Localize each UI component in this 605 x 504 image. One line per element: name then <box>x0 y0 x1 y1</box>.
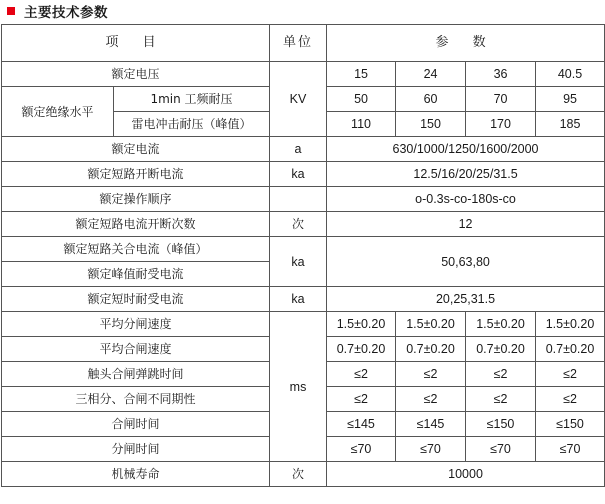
table-row <box>2 462 605 487</box>
row-label: 1min 工频耐压 <box>114 87 270 112</box>
cell-value: 0.7±0.20 <box>396 337 466 362</box>
header-unit: 单位 <box>270 25 327 62</box>
cell-value: ≤70 <box>327 437 396 462</box>
cell-value: ≤150 <box>536 412 605 437</box>
cell-value: ≤2 <box>536 362 605 387</box>
cell-value: 12 <box>327 212 605 237</box>
table-row <box>2 162 605 187</box>
row-unit: 次 <box>270 462 327 487</box>
cell-value: ≤2 <box>536 387 605 412</box>
header-params: 参 数 <box>327 25 605 62</box>
row-label: 雷电冲击耐压（峰值） <box>114 112 270 137</box>
cell-value: 0.7±0.20 <box>327 337 396 362</box>
row-label: 合闸时间 <box>2 412 270 437</box>
cell-value: 20,25,31.5 <box>327 287 605 312</box>
row-unit: ka <box>270 287 327 312</box>
row-label: 平均分闸速度 <box>2 312 270 337</box>
cell-value: 150 <box>396 112 466 137</box>
row-unit: ms <box>270 312 327 462</box>
cell-value: 50 <box>327 87 396 112</box>
row-unit <box>270 187 327 212</box>
cell-value: ≤2 <box>466 387 536 412</box>
row-unit: KV <box>270 62 327 137</box>
cell-value: 185 <box>536 112 605 137</box>
cell-value: ≤2 <box>466 362 536 387</box>
row-label: 额定短时耐受电流 <box>2 287 270 312</box>
cell-value: 0.7±0.20 <box>536 337 605 362</box>
cell-value: ≤70 <box>466 437 536 462</box>
cell-value: 10000 <box>327 462 605 487</box>
table-row <box>2 137 605 162</box>
row-label: 三相分、合闸不同期性 <box>2 387 270 412</box>
cell-value: 15 <box>327 62 396 87</box>
cell-value: ≤70 <box>396 437 466 462</box>
row-label: 分闸时间 <box>2 437 270 462</box>
cell-value: 60 <box>396 87 466 112</box>
row-unit: ka <box>270 162 327 187</box>
header-item: 项 目 <box>2 25 270 62</box>
row-label: 额定操作顺序 <box>2 187 270 212</box>
cell-value: ≤2 <box>327 387 396 412</box>
row-unit: a <box>270 137 327 162</box>
row-label: 触头合闸弹跳时间 <box>2 362 270 387</box>
cell-value: 1.5±0.20 <box>536 312 605 337</box>
cell-value: 12.5/16/20/25/31.5 <box>327 162 605 187</box>
table-row <box>2 187 605 212</box>
row-label: 额定电压 <box>2 62 270 87</box>
cell-value: 1.5±0.20 <box>396 312 466 337</box>
spec-table <box>1 24 605 487</box>
cell-value: 70 <box>466 87 536 112</box>
row-label: 额定短路关合电流（峰值） <box>2 237 270 262</box>
row-unit: 次 <box>270 212 327 237</box>
row-unit: ka <box>270 237 327 287</box>
cell-value: 0.7±0.20 <box>466 337 536 362</box>
section-title: 主要技术参数 <box>24 5 108 21</box>
table-row <box>2 287 605 312</box>
row-group-label: 额定绝缘水平 <box>2 87 114 137</box>
cell-value: ≤2 <box>396 362 466 387</box>
cell-value: 630/1000/1250/1600/2000 <box>327 137 605 162</box>
cell-value: 110 <box>327 112 396 137</box>
cell-value: 170 <box>466 112 536 137</box>
cell-value: ≤150 <box>466 412 536 437</box>
cell-value: ≤145 <box>396 412 466 437</box>
table-row <box>2 212 605 237</box>
cell-value: 1.5±0.20 <box>327 312 396 337</box>
table-row <box>2 312 605 337</box>
table-row <box>2 62 605 87</box>
section-header <box>0 0 605 22</box>
cell-value: ≤145 <box>327 412 396 437</box>
row-label: 额定峰值耐受电流 <box>2 262 270 287</box>
row-label: 额定电流 <box>2 137 270 162</box>
cell-value: 1.5±0.20 <box>466 312 536 337</box>
row-label: 额定短路电流开断次数 <box>2 212 270 237</box>
cell-value: ≤2 <box>396 387 466 412</box>
cell-value: 24 <box>396 62 466 87</box>
red-square-icon <box>7 7 15 15</box>
cell-value: 95 <box>536 87 605 112</box>
table-row <box>2 237 605 262</box>
table-header-row <box>2 25 605 62</box>
cell-value: ≤70 <box>536 437 605 462</box>
cell-value: 40.5 <box>536 62 605 87</box>
cell-value: 50,63,80 <box>327 237 605 287</box>
cell-value: ≤2 <box>327 362 396 387</box>
row-label: 机械寿命 <box>2 462 270 487</box>
row-label: 额定短路开断电流 <box>2 162 270 187</box>
row-label: 平均合闸速度 <box>2 337 270 362</box>
cell-value: o-0.3s-co-180s-co <box>327 187 605 212</box>
cell-value: 36 <box>466 62 536 87</box>
